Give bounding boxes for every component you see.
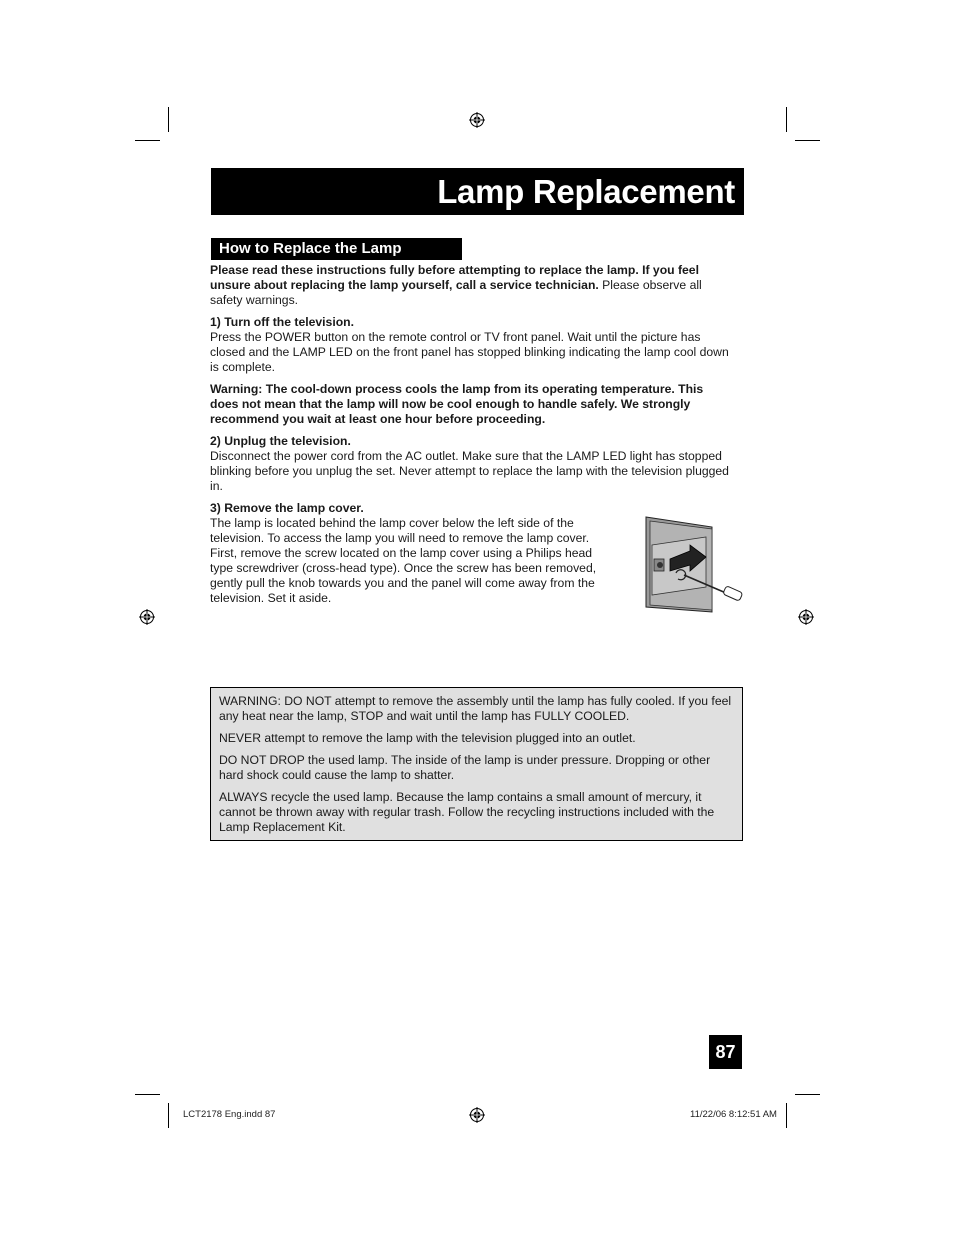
crop-mark [168,1103,169,1128]
intro-normal-text: Please observe all safety warnings. [210,278,702,307]
step-2-text: Disconnect the power cord from the AC outlet. Make sure that the LAMP LED light has stopped blinking before you unplug the set. Never attempt to replace the lamp with the television plugged in. [210,449,729,493]
registration-mark-icon [139,609,155,625]
crop-mark [135,140,160,141]
warning-box-item: ALWAYS recycle the used lamp. Because the lamp contains a small amount of mercury, it cannot be thrown away with regular trash. Follow the recycling instructions included with the Lamp Replacement Kit. [219,790,715,834]
intro-paragraph [210,263,730,308]
section-heading-bar [211,238,462,260]
step-1-title: 1) Turn off the television. [210,315,354,329]
crop-mark [795,140,820,141]
step-3-text: The lamp is located behind the lamp cover below the left side of the television. To access the lamp you will need to remove the lamp cover. First, remove the screw located on the lamp cover using a Philips head type screwdriver (cross-head type). Once the screw has been removed, gently pull the knob towards you and the panel will come away from the television. Set it aside. [210,516,597,605]
page-title: Lamp Replacement [437,173,735,210]
crop-mark [168,107,169,132]
step-2-title: 2) Unplug the television. [210,434,351,448]
footer-timestamp: 11/22/06 8:12:51 AM [690,1109,777,1120]
warning-box-item: NEVER attempt to remove the lamp with the television plugged into an outlet. [219,731,636,745]
crop-mark [135,1094,160,1095]
warning-box [210,687,743,841]
registration-mark-icon [798,609,814,625]
crop-mark [795,1094,820,1095]
step-3-title: 3) Remove the lamp cover. [210,501,364,515]
step-1-text: Press the POWER button on the remote control or TV front panel. Wait until the picture has closed and the LAMP LED on the front panel has stopped blinking indicating the lamp cool down is complete. [210,330,729,374]
crop-mark [786,1103,787,1128]
crop-mark [786,107,787,132]
registration-mark-icon [469,1107,485,1123]
warning-box-item: WARNING: DO NOT attempt to remove the assembly until the lamp has fully cooled. If you feel any heat near the lamp, STOP and wait until the lamp has FULLY COOLED. [219,694,732,723]
lamp-cover-removal-illustration [640,515,746,616]
registration-mark-icon [469,112,485,128]
section-heading: How to Replace the Lamp [219,240,402,257]
page-number: 87 [709,1035,742,1069]
intro-bold-text: Please read these instructions fully before attempting to replace the lamp. If you feel unsure about replacing the lamp yourself, call a service technician. [210,263,699,292]
footer-file-name: LCT2178 Eng.indd 87 [183,1109,276,1120]
warning-box-item: DO NOT DROP the used lamp. The inside of the lamp is under pressure. Dropping or other hard shock could cause the lamp to shatter. [219,753,711,782]
cooldown-warning: Warning: The cool-down process cools the lamp from its operating temperature. This does not mean that the lamp will now be cool enough to handle safely. We strongly recommend you wait at least one hour before proceeding. [210,382,704,426]
page-title-bar [211,168,744,215]
